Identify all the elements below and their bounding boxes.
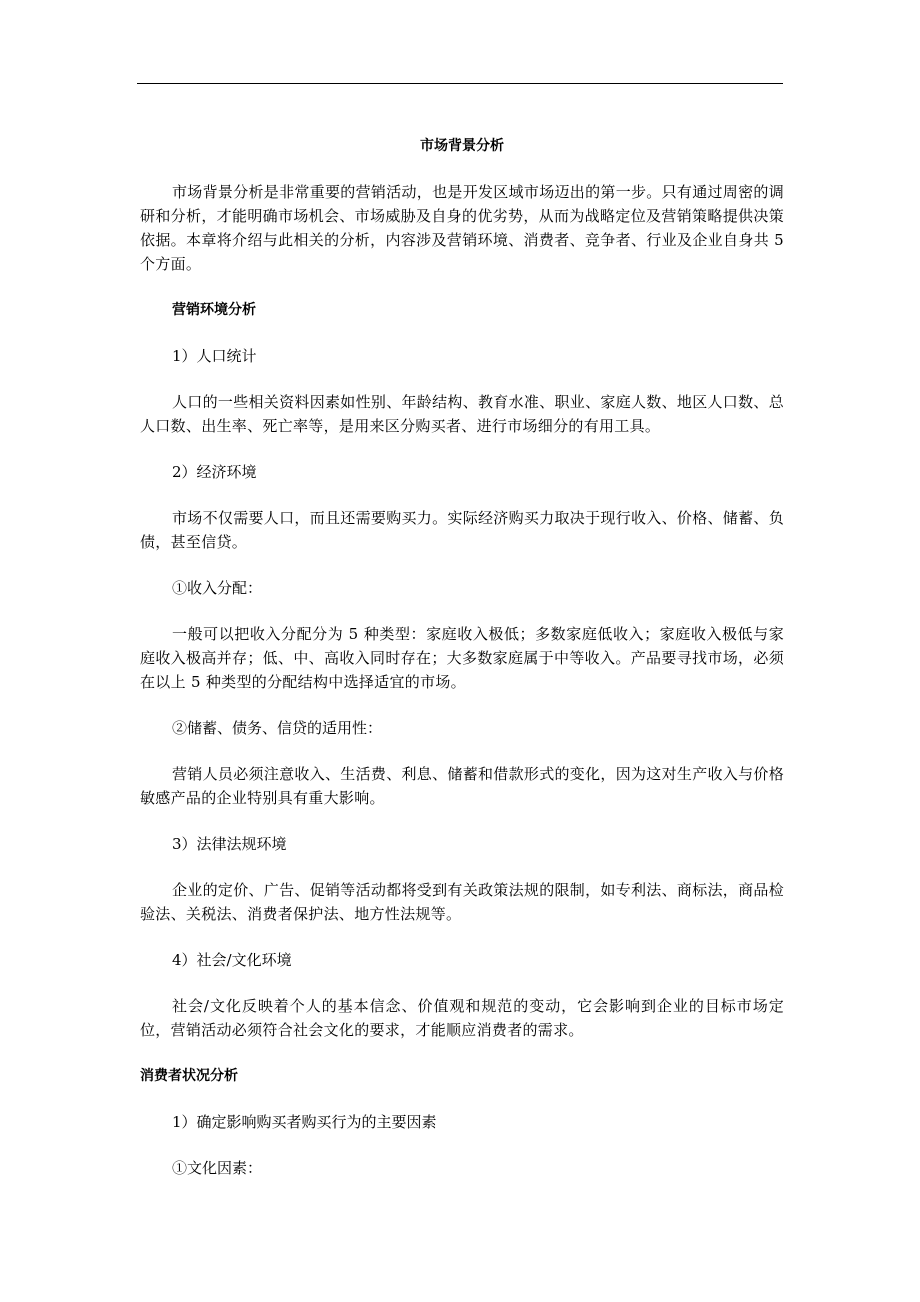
- subsection-label-social-culture: 4）社会/文化环境: [172, 951, 292, 969]
- document-title: 市场背景分析: [420, 138, 504, 154]
- paragraph-population: 人口的一些相关资料因素如性别、年龄结构、教育水准、职业、家庭人数、地区人口数、总人口数、出生率、死亡率等，是用来区分购买者、进行市场细分的有用工具。: [140, 393, 785, 435]
- subsection-label-legal: 3）法律法规环境: [172, 835, 287, 853]
- header-rule: [137, 83, 783, 84]
- paragraph-savings-credit: 营销人员必须注意收入、生活费、利息、储蓄和借款形式的变化，因为这对生产收入与价格敏感产品的企业特别具有重大影响。: [140, 765, 785, 807]
- subsection-label-economy: 2）经济环境: [172, 463, 257, 481]
- paragraph-social-culture: 社会/文化反映着个人的基本信念、价值观和规范的变动，它会影响到企业的目标市场定位，营销活动必须符合社会文化的要求，才能顺应消费者的需求。: [140, 997, 784, 1039]
- section-heading-consumer: 消费者状况分析: [140, 1068, 238, 1084]
- point-label-income-distribution: ①收入分配：: [172, 579, 263, 597]
- intro-paragraph: 市场背景分析是非常重要的营销活动，也是开发区域市场迈出的第一步。只有通过周密的调研和分析，才能明确市场机会、市场威胁及自身的优劣势，从而为战略定位及营销策略提供决策依据。本章将介绍与此相关的分析，内容涉及营销环境、消费者、竞争者、行业及企业自身共 5 个方面。: [140, 183, 785, 273]
- paragraph-economy: 市场不仅需要人口，而且还需要购买力。实际经济购买力取决于现行收入、价格、储蓄、负债，甚至信贷。: [140, 509, 785, 551]
- point-label-savings-credit: ②储蓄、债务、信贷的适用性：: [172, 719, 383, 737]
- document-body: [140, 132, 784, 1180]
- section-heading-marketing-environment: 营销环境分析: [172, 302, 256, 318]
- point-label-cultural-factors: ①文化因素：: [172, 1159, 263, 1177]
- subsection-label-purchase-factors: 1）确定影响购买者购买行为的主要因素: [172, 1113, 437, 1131]
- paragraph-income-distribution: 一般可以把收入分配分为 5 种类型：家庭收入极低；多数家庭低收入；家庭收入极低与家庭收入极高并存；低、中、高收入同时存在；大多数家庭属于中等收入。产品要寻找市场，必须在以上 5 种类型的分配结构中选择适宜的市场。: [140, 625, 784, 691]
- paragraph-legal: 企业的定价、广告、促销等活动都将受到有关政策法规的限制，如专利法、商标法，商品检验法、关税法、消费者保护法、地方性法规等。: [140, 881, 785, 923]
- subsection-label-population: 1）人口统计: [172, 347, 257, 365]
